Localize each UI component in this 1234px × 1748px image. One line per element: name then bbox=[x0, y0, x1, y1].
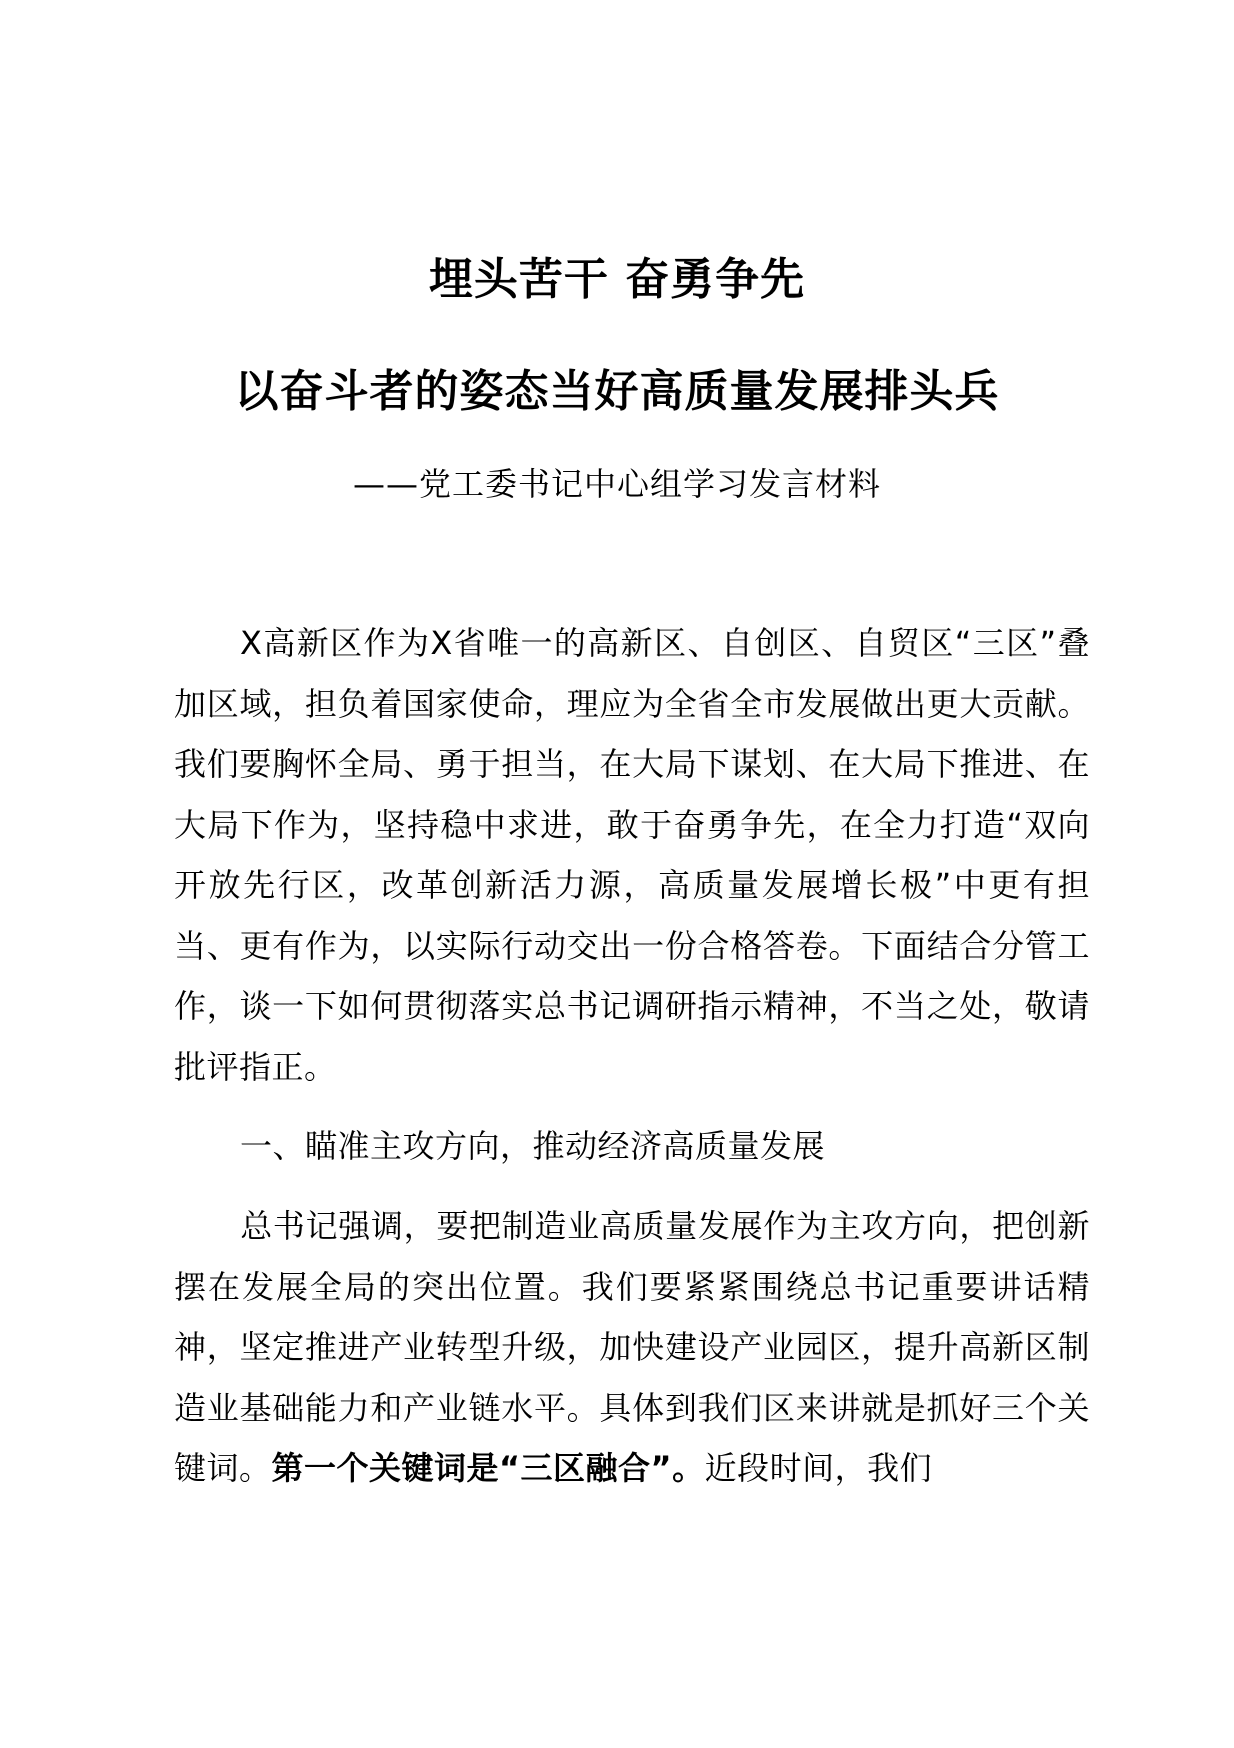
paragraph-section-1 bbox=[174, 1196, 1090, 1499]
document-subtitle: ——党工委书记中心组学习发言材料 bbox=[352, 465, 881, 503]
paragraph-section-1-tail: 近段时间，我们 bbox=[704, 1449, 933, 1487]
paragraph-intro-text: X高新区作为X省唯一的高新区、自创区、自贸区“三区”叠加区域，担负着国家使命，理应为全省全市发展做出更大贡献。我们要胸怀全局、勇于担当，在大局下谋划、在大局下推进、在大局下作为，坚持稳中求进，敢于奋勇争先，在全力打造“双向开放先行区，改革创新活力源，高质量发展增长极”中更有担当、更有作为，以实际行动交出一份合格答卷。下面结合分管工作，谈一下如何贯彻落实总书记调研指示精神，不当之处，敬请批评指正。 bbox=[174, 624, 1090, 1086]
section-heading-1: 一、瞄准主攻方向，推动经济高质量发展 bbox=[240, 1127, 826, 1165]
document-title-line-1: 埋头苦干 奋勇争先 bbox=[428, 254, 806, 305]
paragraph-section-1-keyword: 第一个关键词是“三区融合”。 bbox=[271, 1449, 705, 1487]
document-title-line-2: 以奋斗者的姿态当好高质量发展排头兵 bbox=[234, 366, 1000, 417]
paragraph-section-1-lead: 总书记强调，要把制造业高质量发展作为主攻方向，把创新摆在发展全局的突出位置。我们要紧紧围绕总书记重要讲话精神，坚定推进产业转型升级，加快建设产业园区，提升高新区制造业基础能力和产业链水平。具体到我们区来讲就是抓好三个关键词。 bbox=[174, 1207, 1090, 1487]
paragraph-intro bbox=[174, 613, 1090, 1097]
